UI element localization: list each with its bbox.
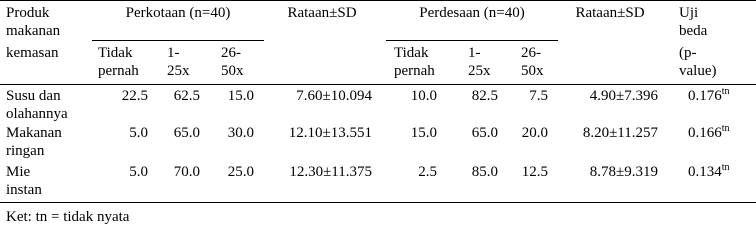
p-value (688, 87, 730, 105)
rural-26-50-value: 12.5 (521, 164, 548, 180)
rural-never-value: 10.0 (410, 88, 437, 104)
rural-group-rule (386, 40, 558, 41)
urban-never-value: 5.0 (129, 125, 148, 141)
header-urban-mean: Rataan±SD (287, 5, 357, 21)
header-rural-26-50: 26- (521, 45, 541, 61)
urban-never-value: 5.0 (129, 164, 148, 180)
header-test-line: (p- (679, 45, 697, 61)
urban-1-25-value: 62.5 (173, 88, 200, 104)
table-bottom-rule (0, 202, 756, 203)
table-footnote: Ket: tn = tidak nyata (6, 209, 130, 225)
header-urban-never: pernah (98, 63, 139, 79)
header-product-line: kemasan (6, 45, 59, 61)
header-urban-26-50: 50x (221, 63, 244, 79)
rural-mean-value: 4.90±7.396 (589, 88, 658, 104)
rural-mean-value: 8.20±11.257 (582, 125, 658, 141)
rural-26-50-value: 7.5 (529, 88, 548, 104)
header-rural-mean: Rataan±SD (575, 5, 645, 21)
header-rural-never: pernah (394, 63, 435, 79)
urban-mean-value: 7.60±10.094 (296, 88, 372, 104)
header-product-line: makanan (6, 23, 61, 39)
urban-mean-value: 12.30±11.375 (289, 164, 372, 180)
p-value-number: 0.134 (688, 164, 722, 180)
p-value-number: 0.176 (688, 88, 722, 104)
header-test-line: Uji (679, 5, 699, 21)
header-urban-1-25: 25x (167, 63, 190, 79)
row-product: Susu dan (6, 88, 61, 104)
table-top-rule (0, 0, 756, 1)
row-product: olahannya (6, 106, 68, 122)
header-rural-1-25: 1- (468, 45, 481, 61)
row-product: Makanan (6, 125, 62, 141)
rural-26-50-value: 20.0 (521, 125, 548, 141)
header-bottom-rule (0, 84, 756, 85)
header-urban-26-50: 26- (221, 45, 241, 61)
p-value-superscript: tn (721, 86, 730, 97)
urban-26-50-value: 30.0 (227, 125, 254, 141)
p-value-superscript: tn (721, 123, 730, 134)
p-value-number: 0.166 (688, 125, 722, 141)
header-rural-26-50: 50x (521, 63, 544, 79)
row-product: ringan (6, 143, 45, 159)
urban-1-25-value: 65.0 (173, 125, 200, 141)
p-value (688, 124, 730, 142)
urban-never-value: 22.5 (121, 88, 148, 104)
header-product-line: Produk (6, 5, 50, 21)
urban-mean-value: 12.10±13.551 (288, 125, 372, 141)
header-test-line: beda (679, 23, 708, 39)
urban-group-rule (92, 40, 264, 41)
rural-1-25-value: 65.0 (471, 125, 498, 141)
header-rural-1-25: 25x (468, 63, 491, 79)
header-urban-1-25: 1- (167, 45, 180, 61)
rural-never-value: 15.0 (410, 125, 437, 141)
rural-1-25-value: 82.5 (471, 88, 498, 104)
header-test-line: value) (679, 63, 717, 79)
header-urban-never: Tidak (98, 45, 133, 61)
header-urban: Perkotaan (n=40) (125, 5, 231, 21)
rural-mean-value: 8.78±9.319 (589, 164, 658, 180)
p-value-superscript: tn (721, 162, 730, 173)
row-product: Mie (6, 164, 31, 180)
urban-1-25-value: 70.0 (173, 164, 200, 180)
header-rural-never: Tidak (394, 45, 429, 61)
row-product: instan (6, 182, 42, 198)
urban-26-50-value: 25.0 (227, 164, 254, 180)
rural-never-value: 2.5 (418, 164, 437, 180)
urban-26-50-value: 15.0 (227, 88, 254, 104)
header-rural: Perdesaan (n=40) (419, 5, 525, 21)
p-value (688, 163, 730, 181)
rural-1-25-value: 85.0 (471, 164, 498, 180)
